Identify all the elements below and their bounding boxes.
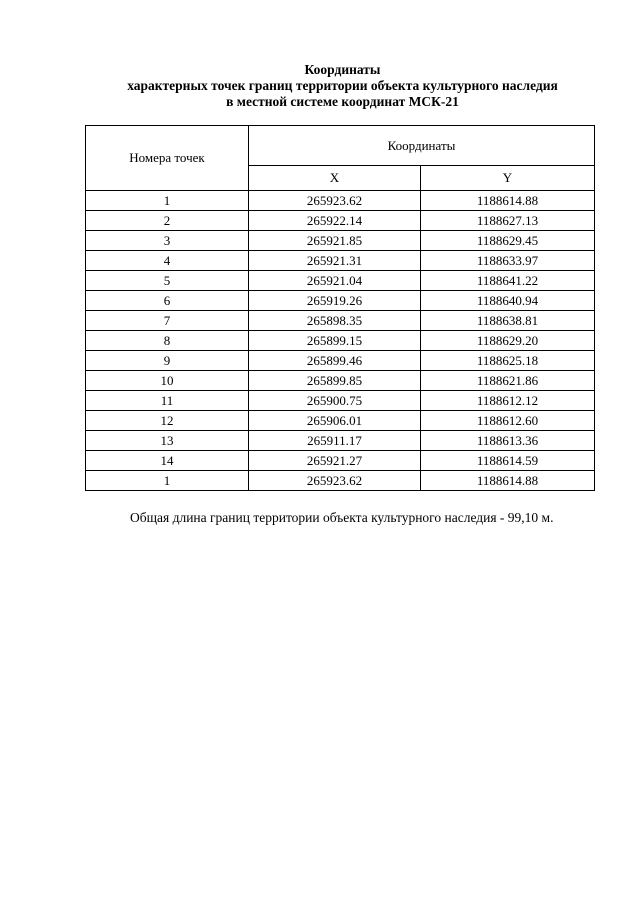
point-number-cell: 12 — [86, 411, 249, 431]
y-coordinate-cell: 1188641.22 — [421, 271, 595, 291]
table-row — [86, 211, 595, 231]
table-row — [86, 371, 595, 391]
point-number-cell: 1 — [86, 191, 249, 211]
y-coordinate-cell: 1188612.12 — [421, 391, 595, 411]
x-column-header: X — [249, 166, 421, 191]
table-row — [86, 431, 595, 451]
title-line-2: характерных точек границ территории объекта культурного наследия — [127, 78, 558, 93]
x-coordinate-cell: 265923.62 — [249, 191, 421, 211]
table-row — [86, 471, 595, 491]
table-row — [86, 411, 595, 431]
y-column-header: Y — [421, 166, 595, 191]
coordinates-column-header: Координаты — [249, 126, 595, 166]
point-number-cell: 14 — [86, 451, 249, 471]
table-body — [86, 191, 595, 491]
point-number-cell: 10 — [86, 371, 249, 391]
y-coordinate-cell: 1188640.94 — [421, 291, 595, 311]
x-coordinate-cell: 265900.75 — [249, 391, 421, 411]
y-coordinate-cell: 1188638.81 — [421, 311, 595, 331]
total-length-note: Общая длина границ территории объекта культурного наследия - 99,10 м. — [130, 510, 554, 525]
y-coordinate-cell: 1188633.97 — [421, 251, 595, 271]
y-coordinate-cell: 1188625.18 — [421, 351, 595, 371]
point-number-cell: 5 — [86, 271, 249, 291]
x-coordinate-cell: 265921.85 — [249, 231, 421, 251]
table-row — [86, 251, 595, 271]
table-row — [86, 391, 595, 411]
point-number-cell: 3 — [86, 231, 249, 251]
y-coordinate-cell: 1188614.88 — [421, 191, 595, 211]
y-coordinate-cell: 1188613.36 — [421, 431, 595, 451]
table-row — [86, 271, 595, 291]
title-line-1: Координаты — [304, 62, 381, 77]
document-title — [0, 62, 640, 110]
table-row — [86, 291, 595, 311]
y-coordinate-cell: 1188629.45 — [421, 231, 595, 251]
table-row — [86, 451, 595, 471]
x-coordinate-cell: 265911.17 — [249, 431, 421, 451]
x-coordinate-cell: 265921.31 — [249, 251, 421, 271]
point-number-cell: 11 — [86, 391, 249, 411]
table-row — [86, 311, 595, 331]
point-number-cell: 8 — [86, 331, 249, 351]
y-coordinate-cell: 1188627.13 — [421, 211, 595, 231]
points-column-header: Номера точек — [86, 126, 249, 191]
point-number-cell: 13 — [86, 431, 249, 451]
table-row — [86, 331, 595, 351]
x-coordinate-cell: 265921.27 — [249, 451, 421, 471]
y-coordinate-cell: 1188612.60 — [421, 411, 595, 431]
point-number-cell: 7 — [86, 311, 249, 331]
point-number-cell: 9 — [86, 351, 249, 371]
x-coordinate-cell: 265899.85 — [249, 371, 421, 391]
table-row — [86, 351, 595, 371]
x-coordinate-cell: 265923.62 — [249, 471, 421, 491]
y-coordinate-cell: 1188621.86 — [421, 371, 595, 391]
x-coordinate-cell: 265898.35 — [249, 311, 421, 331]
y-coordinate-cell: 1188614.59 — [421, 451, 595, 471]
table-row — [86, 191, 595, 211]
point-number-cell: 1 — [86, 471, 249, 491]
y-coordinate-cell: 1188614.88 — [421, 471, 595, 491]
x-coordinate-cell: 265921.04 — [249, 271, 421, 291]
x-coordinate-cell: 265906.01 — [249, 411, 421, 431]
point-number-cell: 4 — [86, 251, 249, 271]
x-coordinate-cell: 265899.15 — [249, 331, 421, 351]
coordinates-table — [85, 125, 595, 491]
point-number-cell: 6 — [86, 291, 249, 311]
y-coordinate-cell: 1188629.20 — [421, 331, 595, 351]
point-number-cell: 2 — [86, 211, 249, 231]
table-row — [86, 231, 595, 251]
x-coordinate-cell: 265919.26 — [249, 291, 421, 311]
x-coordinate-cell: 265922.14 — [249, 211, 421, 231]
x-coordinate-cell: 265899.46 — [249, 351, 421, 371]
title-line-3: в местной системе координат МСК-21 — [226, 94, 459, 109]
